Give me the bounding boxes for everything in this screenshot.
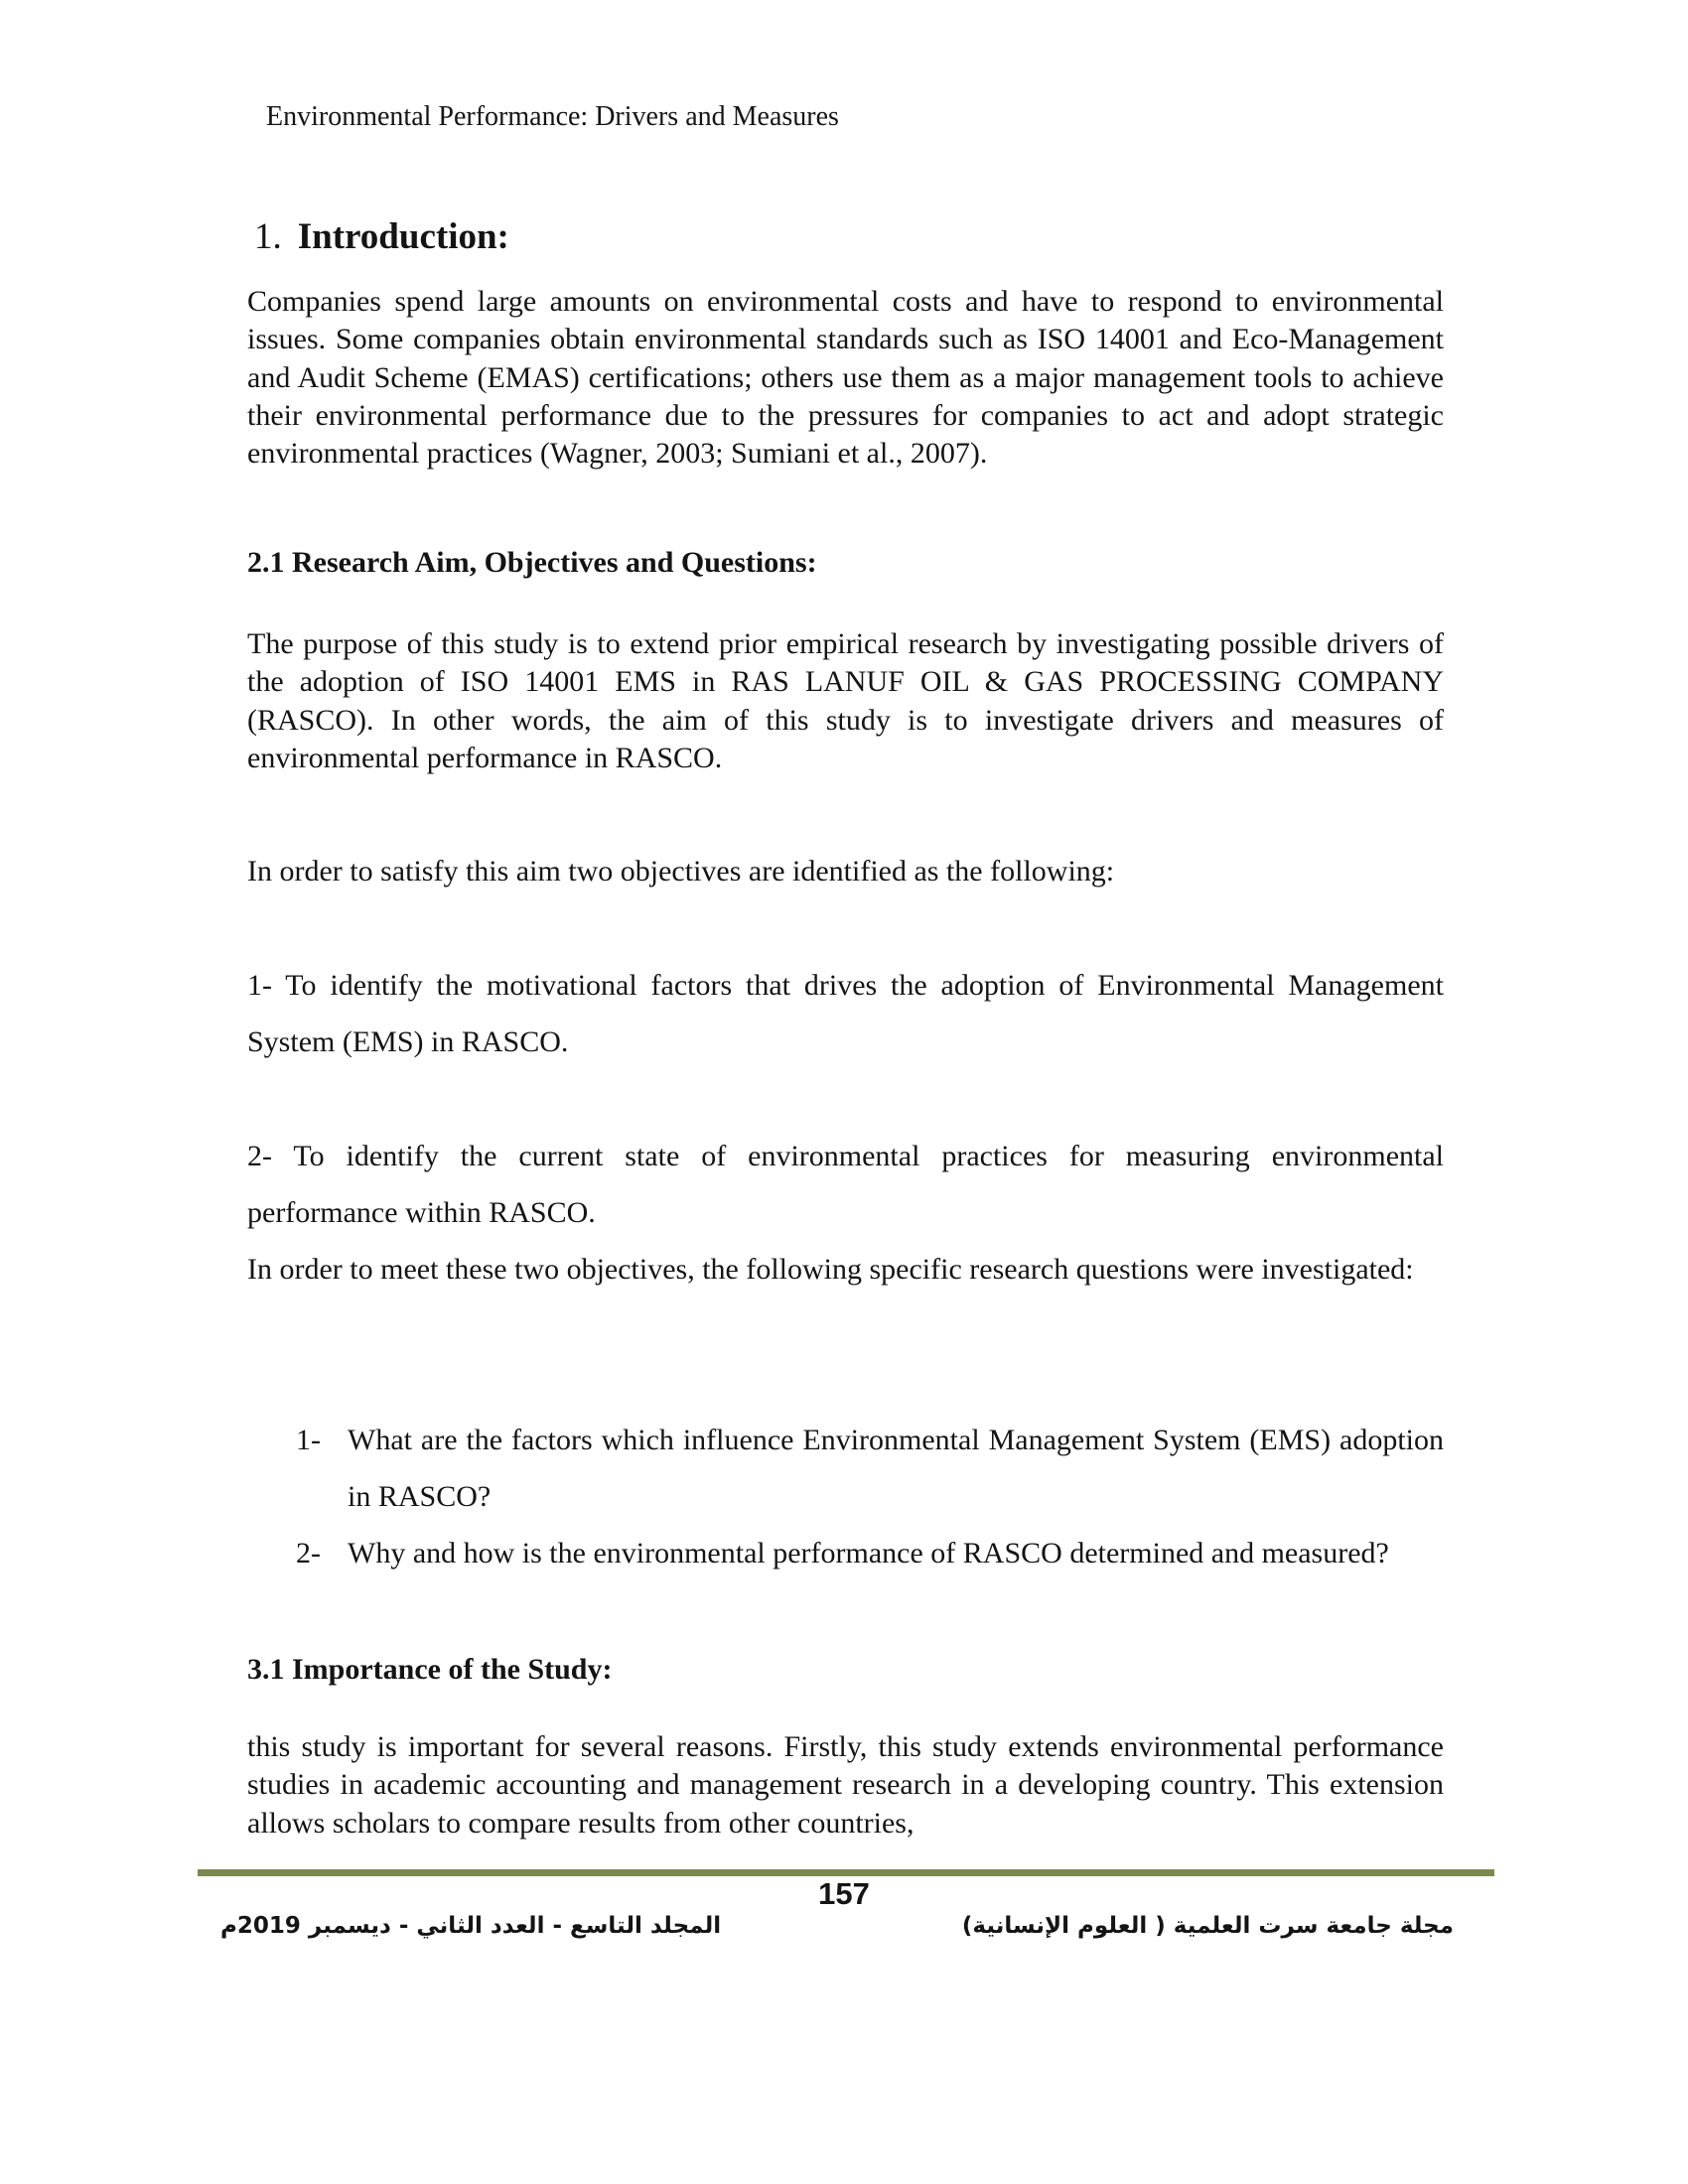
introduction-paragraph: Companies spend large amounts on environmental costs and have to respond to environmental issues. Some companies obtain environmental standards such as ISO 14001 and Eco-Management and Audit Scheme (EMAS) certifications; others use them as a major management tools to achieve their environmental performance due to the pressures for companies to act and adopt strategic environmental practices (Wagner, 2003; Sumiani et al., 2007). [247,285,1444,471]
footer-volume-info: المجلد التاسع - العدد الثاني - ديسمبر 2019م [220,1913,722,1939]
section-1-title: Introduction: [297,216,509,257]
questions-intro: In order to meet these two objectives, the following specific research questions were investigated: [247,1253,1414,1286]
research-question-2-text: Why and how is the environmental performance of RASCO determined and measured? [348,1537,1389,1570]
importance-paragraph: this study is important for several reasons. Firstly, this study extends environmental performance studies in academic accounting and management research in a developing country. This extension allows scholars to compare results from other countries, [247,1730,1444,1840]
objective-2: 2- To identify the current state of environmental practices for measuring environmental performance within RASCO. [247,1140,1444,1229]
objectives-intro: In order to satisfy this aim two objectives are identified as the following: [247,855,1115,887]
section-3-1-heading: 3.1 Importance of the Study: [247,1653,613,1686]
research-question-2-number: 2- [296,1537,321,1570]
footer-journal-name: مجلة جامعة سرت العلمية ( العلوم الإنسانية) [961,1913,1454,1939]
research-question-1-text: What are the factors which influence Environmental Management System (EMS) adoption in RASCO? [348,1424,1444,1513]
research-question-2 [296,1525,1444,1581]
research-question-1-number: 1- [296,1424,321,1456]
page-number: 157 [818,1876,870,1911]
objective-1: 1- To identify the motivational factors that drives the adoption of Environmental Management System (EMS) in RASCO. [247,969,1444,1058]
running-title: Environmental Performance: Drivers and Measures [266,101,839,132]
section-1-heading [254,214,509,260]
research-question-1 [296,1412,1444,1525]
section-1-number: 1. [254,216,282,257]
purpose-paragraph: The purpose of this study is to extend prior empirical research by investigating possible drivers of the adoption of ISO 14001 EMS in RAS LANUF OIL & GAS PROCESSING COMPANY (RASCO). In other words, the aim of this study is to investigate drivers and measures of environmental performance in RASCO. [247,627,1444,774]
section-2-1-heading: 2.1 Research Aim, Objectives and Questions: [247,546,817,579]
